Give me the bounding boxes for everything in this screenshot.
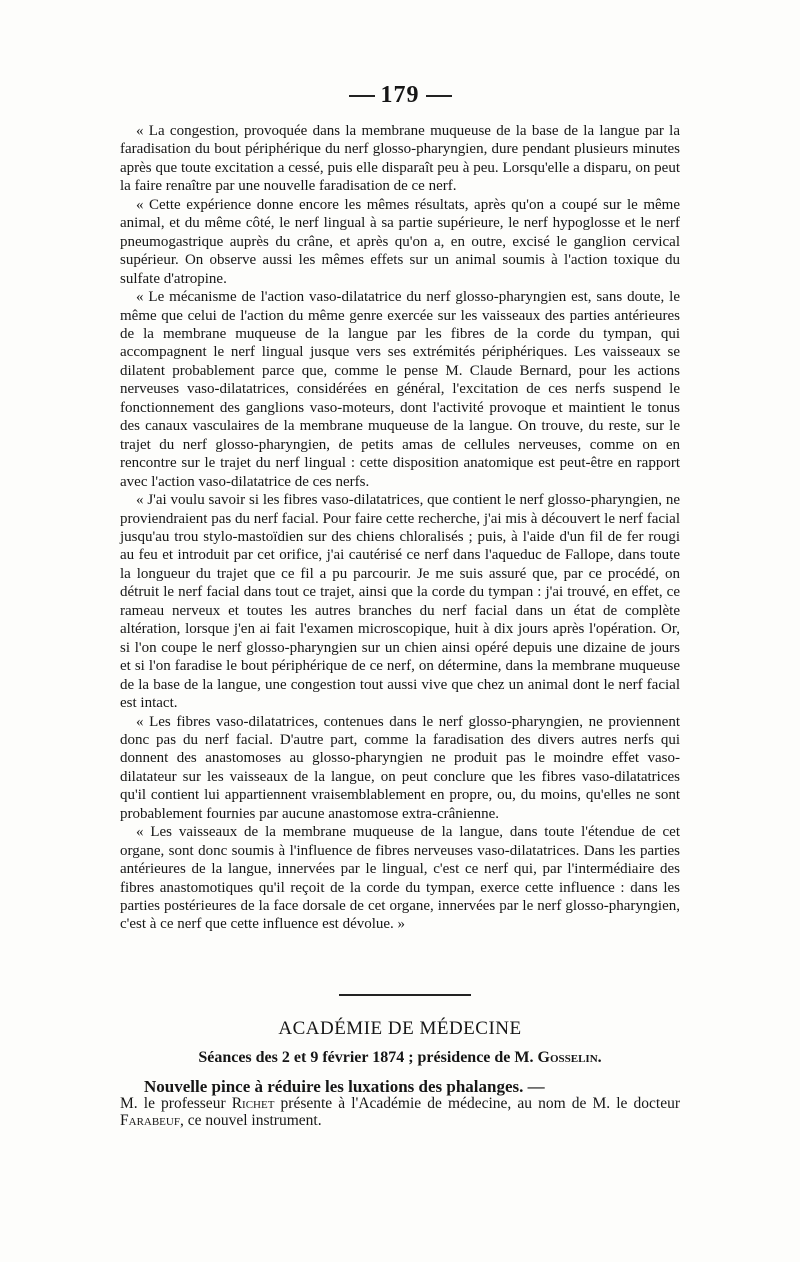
page-number-dash-right <box>426 95 452 97</box>
paragraph: « J'ai voulu savoir si les fibres vaso-dilatatrices, que contient le nerf glosso-pharyngien, ne proviendraient pas du nerf facial. Pour faire cette recherche, j'ai mis à découvert le nerf facial jusqu'au trou stylo-mastoïdien sur des chiens chloralisés ; puis, à l'aide d'un fil de fer rougi au feu et introduit par cet orifice, j'ai cautérisé ce nerf dans l'aqueduc de Fallope, dans toute la longueur du trajet que ce fil a pu parcourir. Je me suis assuré que, par ce procédé, on détruit le nerf facial dans tout ce trajet, ainsi que la corde du tympan : j'ai trouvé, en effet, ce rameau nerveux et toutes les autres branches du nerf facial dans un état de complète altération, lorsque j'en ai fait l'examen microscopique, huit à dix jours après l'opération. Or, si l'on coupe le nerf glosso-pharyngien sur un chien ainsi opéré depuis une dizaine de jours et si l'on faradise le bout périphérique de ce nerf, on détermine, dans la membrane muqueuse de la base de la langue, une congestion tout aussi vive que chez un animal dont le nerf facial est intact. <box>120 492 680 712</box>
section-divider <box>339 994 471 996</box>
news-text: présente à l'Académie de médecine, au nom de M. le docteur <box>274 1095 680 1112</box>
session-dates: Séances des 2 et 9 février 1874 ; présidence de M. <box>198 1049 538 1066</box>
news-item <box>120 1078 680 1129</box>
presenter-name: Richet <box>231 1095 275 1112</box>
paragraph: « Les vaisseaux de la membrane muqueuse de la langue, dans toute l'étendue de cet organe, sont donc soumis à l'influence de fibres nerveuses vaso-dilatatrices. Dans les parties antérieures de la langue, innervées par le lingual, c'est ce nerf qui, par l'intermédiaire des fibres anastomotiques qu'il reçoit de la corde du tympan, exerce cette influence : dans les parties postérieures de la face dorsale de cet organe, innervées par le nerf glosso-pharyngien, c'est à ce nerf que cette influence est dévolue. » <box>120 824 680 933</box>
news-text: M. le professeur <box>120 1095 232 1112</box>
news-text: , ce nouvel instrument. <box>179 1112 322 1129</box>
article-body <box>120 122 680 934</box>
section-title: ACADÉMIE DE MÉDECINE <box>278 1018 522 1039</box>
session-info <box>0 1049 800 1067</box>
paragraph: « Les fibres vaso-dilatatrices, contenues dans le nerf glosso-pharyngien, ne proviennent donc pas du nerf facial. D'autre part, comme la faradisation des divers autres nerfs qui donnent des anastomoses au glosso-pharyngien ne produit pas le moindre effet vaso-dilatateur sur les vaisseaux de la langue, on peut conclure que les fibres vaso-dilatatrices qu'il contient lui appartiennent vraisemblablement en propre, ou, du moins, qu'elles ne sont probablement fournies par aucune anastomose extra-crânienne. <box>120 713 680 822</box>
paragraph: « Le mécanisme de l'action vaso-dilatatrice du nerf glosso-pharyngien est, sans doute, le même que celui de l'action du même genre exercée sur les vaisseaux des parties antérieures de la membrane muqueuse de la langue par les fibres de la corde du tympan, qui accompagnent le nerf lingual jusque vers ses extrémités périphériques. Les vaisseaux se dilatent probablement parce que, comme le pense M. Claude Bernard, pour les actions nerveuses vaso-dilatatrices, considérées en général, l'excitation de ces nerfs suspend le fonctionnement des ganglions vaso-moteurs, dont l'activité provoque et maintient le tonus des canaux vasculaires de la membrane muqueuse de la langue. On trouve, du reste, sur le trajet du nerf glosso-pharyngien, de petits amas de cellules nerveuses, comme on en rencontre sur le trajet du nerf lingual : cette disposition anatomique est peut-être en rapport avec l'action vaso-dilatatrice de ces nerfs. <box>120 289 680 490</box>
paragraph: « Cette expérience donne encore les mêmes résultats, après qu'on a coupé sur le même animal, et du même côté, le nerf lingual à sa partie supérieure, le nerf hypoglosse et le nerf pneumogastrique auprès du crâne, et après qu'on a, en outre, excisé le ganglion cervical supérieur. On observe aussi les mêmes effets sur un animal soumis à l'action toxique du sulfate d'atropine. <box>120 196 680 287</box>
president-name: Gosselin <box>537 1049 598 1066</box>
page-number-dash-left <box>349 95 375 97</box>
page-number-value: 179 <box>380 82 420 108</box>
session-suffix: . <box>597 1049 602 1066</box>
paragraph: « La congestion, provoquée dans la membrane muqueuse de la base de la langue par la faradisation du bout périphérique du nerf glosso-pharyngien, dure pendant plusieurs minutes après que toute excitation a cessé, puis elle disparaît peu à peu. Lorsqu'elle a disparu, on peut la faire renaître par une nouvelle faradisation de ce nerf. <box>120 123 680 195</box>
news-headline: Nouvelle pince à réduire les luxations des phalanges. — <box>144 1077 545 1096</box>
inventor-name: Farabeuf <box>120 1112 180 1129</box>
page-number <box>0 82 800 109</box>
